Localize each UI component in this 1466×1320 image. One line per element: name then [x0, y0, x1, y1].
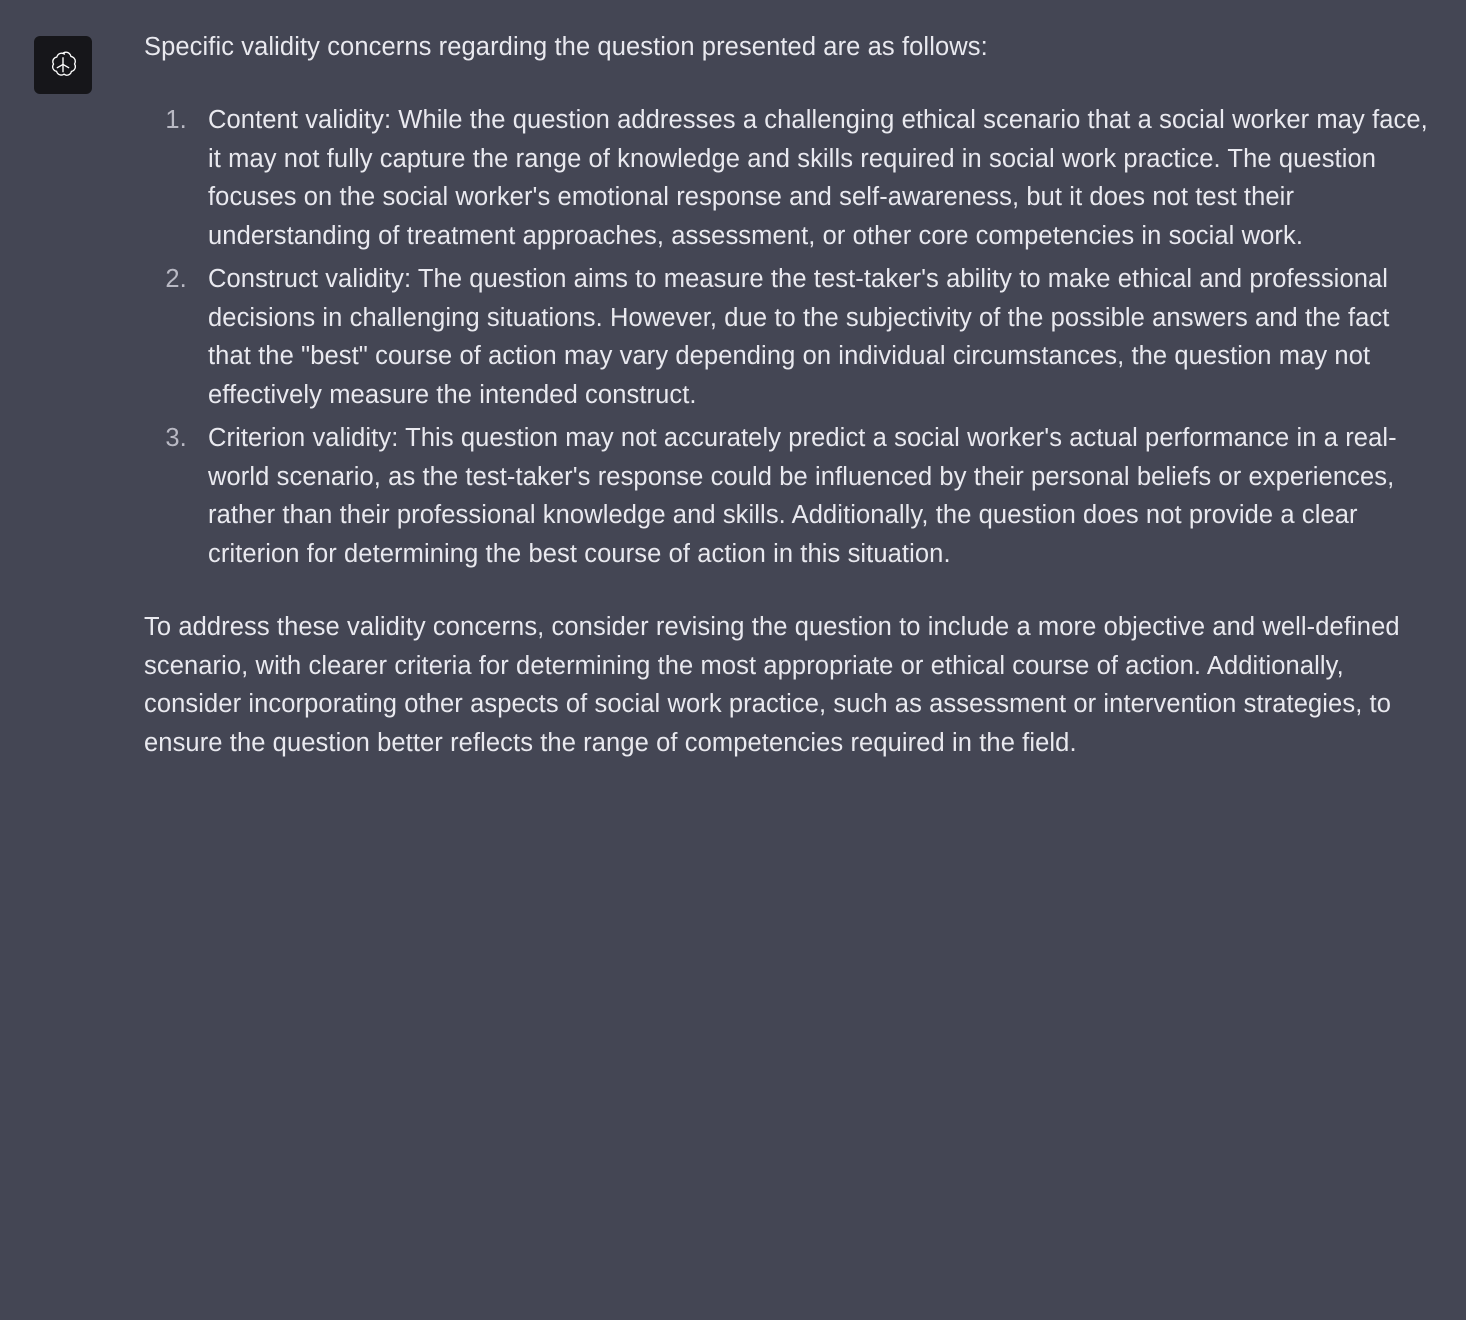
intro-paragraph: Specific validity concerns regarding the question presented are as follows: — [144, 33, 988, 61]
list-item: 3. Criterion validity: This question may not accurately predict a social worker's actual performance in a real-world scenario, as the test-taker's response could be influenced by their personal beliefs or experiences, rather than their professional knowledge and skills. Additionally, the question does not provide a clear criterion for determining the best course of action in this situation. — [194, 419, 1432, 574]
list-item: 1. Content validity: While the question addresses a challenging ethical scenario that a social worker may face, it may not fully capture the range of knowledge and skills required in social work practice. The question focuses on the social worker's emotional response and self-awareness, but it does not test their understanding of treatment approaches, assessment, or other core competencies in social work. — [194, 101, 1432, 256]
validity-concerns-list — [144, 101, 1432, 574]
closing-paragraph: To address these validity concerns, consider revising the question to include a more objective and well-defined scenario, with clearer criteria for determining the most appropriate or ethical course of action. Additionally, consider incorporating other aspects of social work practice, such as assessment or intervention strategies, to ensure the question better reflects the range of competencies required in the field. — [144, 612, 1400, 757]
list-item: 2. Construct validity: The question aims to measure the test-taker's ability to make ethical and professional decisions in challenging situations. However, due to the subjectivity of the possible answers and the fact that the "best" course of action may vary depending on individual circumstances, the question may not effectively measure the intended construct. — [194, 260, 1432, 415]
message-body — [92, 28, 1442, 763]
openai-logo-icon — [34, 36, 92, 94]
